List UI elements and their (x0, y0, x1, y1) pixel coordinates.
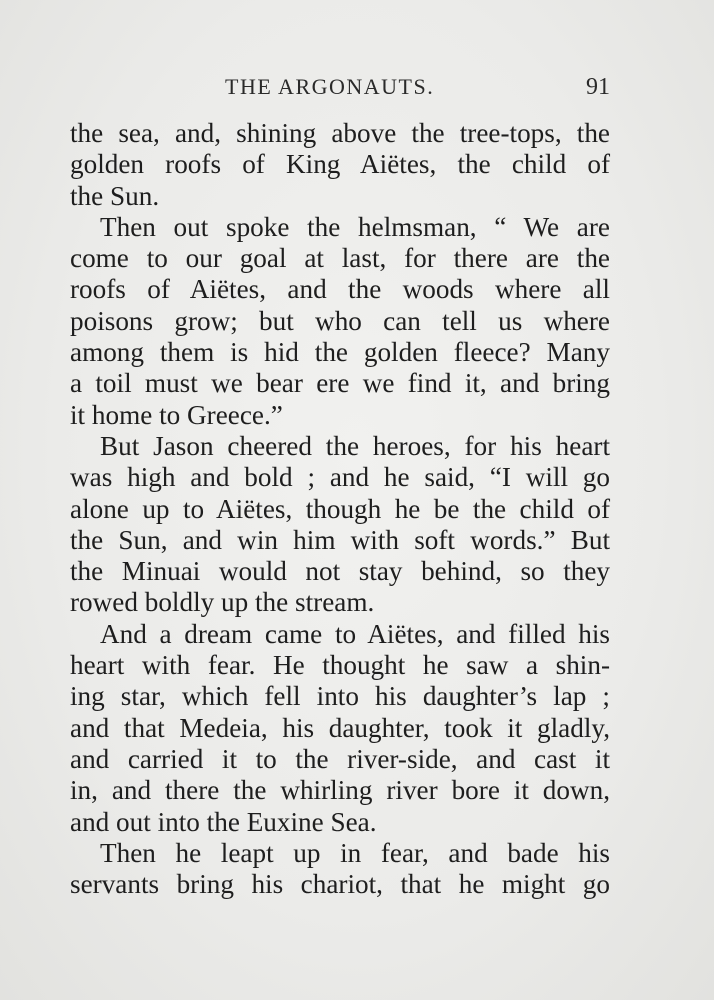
page-number: 91 (586, 74, 610, 100)
text-line: roofs of Aiëtes, and the woods where all (70, 274, 610, 305)
text-line: a toil must we bear ere we find it, and bring (70, 368, 610, 399)
text-line: Then out spoke the helmsman, “ We are (100, 211, 610, 242)
text-line: servants bring his chariot, that he might go (70, 869, 610, 900)
text-line: And a dream came to Aiëtes, and filled his (100, 618, 610, 649)
text-line: poisons grow; but who can tell us where (70, 305, 610, 336)
body-text (70, 118, 610, 900)
text-line: heart with fear. He thought he saw a shin- (70, 650, 610, 681)
text-line: the sea, and, shining above the tree-tops, the (70, 118, 610, 148)
text-line: golden roofs of King Aiëtes, the child of (70, 149, 610, 180)
text-line: and out into the Euxine Sea. (70, 806, 377, 837)
text-line: it home to Greece.” (70, 399, 283, 430)
text-line: and carried it to the river-side, and cast it (70, 743, 610, 774)
text-line: and that Medeia, his daughter, took it gladly, (70, 712, 610, 743)
running-head: THE ARGONAUTS. (225, 74, 435, 99)
text-line: ing star, which fell into his daughter’s lap ; (70, 681, 610, 712)
text-line: the Minuai would not stay behind, so they (70, 556, 610, 587)
text-line: the Sun, and win him with soft words.” But (70, 524, 610, 555)
text-line: alone up to Aiëtes, though he be the child of (70, 493, 610, 524)
text-line: Then he leapt up in fear, and bade his (100, 837, 610, 868)
text-line: come to our goal at last, for there are the (70, 243, 610, 274)
text-line: But Jason cheered the heroes, for his heart (100, 430, 610, 461)
text-line: among them is hid the golden fleece? Many (70, 337, 610, 368)
text-line: the Sun. (70, 180, 160, 211)
text-line: was high and bold ; and he said, “I will go (70, 462, 610, 493)
page-header (70, 74, 610, 104)
text-line: rowed boldly up the stream. (70, 587, 375, 618)
text-line: in, and there the whirling river bore it down, (70, 775, 610, 806)
